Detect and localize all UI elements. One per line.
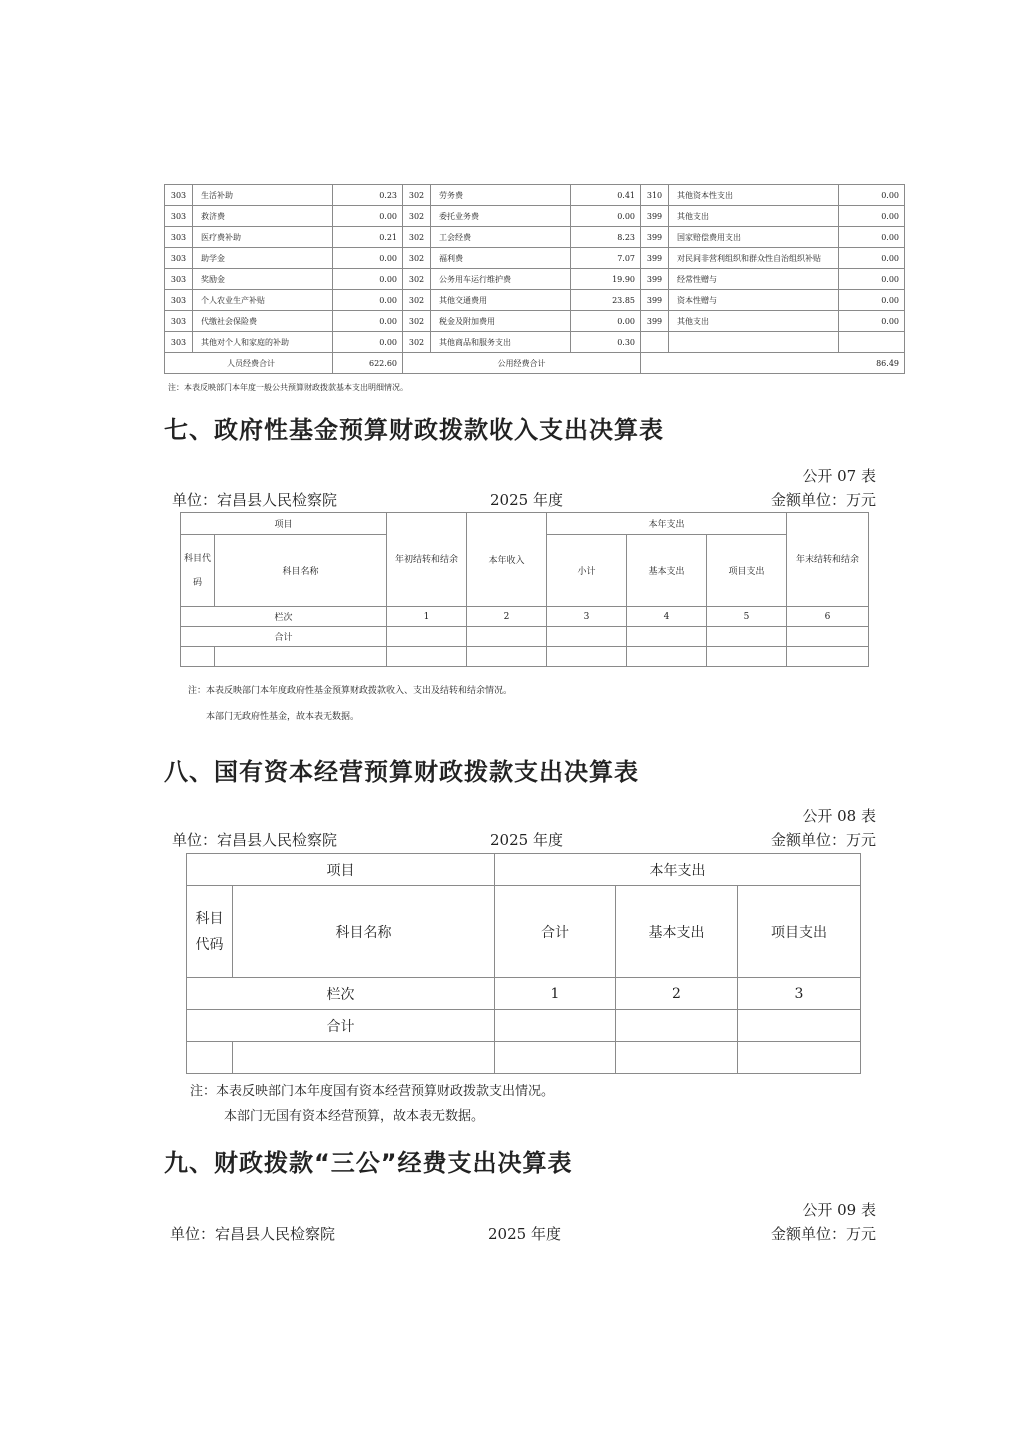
subject-name: 其他交通费用 <box>431 290 571 311</box>
header-code: 科目代码 <box>181 535 215 607</box>
subject-code: 302 <box>403 269 431 290</box>
subject-code: 302 <box>403 248 431 269</box>
amount-cell: 0.00 <box>839 185 905 206</box>
col-num: 3 <box>738 978 861 1010</box>
empty-row <box>187 1042 861 1074</box>
table-row <box>165 269 905 290</box>
subject-code: 302 <box>403 311 431 332</box>
header-expense: 本年支出 <box>495 854 861 886</box>
empty-row <box>181 647 869 667</box>
amount-cell: 7.07 <box>571 248 641 269</box>
row-total-label: 合计 <box>181 627 387 647</box>
subject-code: 302 <box>403 290 431 311</box>
header-expense: 本年支出 <box>547 513 787 535</box>
state-capital-table <box>186 853 861 1074</box>
section7-note: 注：本表反映部门本年度政府性基金预算财政拨款收入、支出及结转和结余情况。 <box>188 686 513 696</box>
section9-year: 2025 年度 <box>488 1225 561 1243</box>
amount-cell: 23.85 <box>571 290 641 311</box>
header-project: 项目支出 <box>707 535 787 607</box>
subject-code: 399 <box>641 311 669 332</box>
subject-name: 委托业务费 <box>431 206 571 227</box>
header-project: 项目支出 <box>738 886 861 978</box>
amount-cell: 0.00 <box>571 206 641 227</box>
expense-detail-table <box>164 184 905 374</box>
table-row <box>165 311 905 332</box>
amount-cell: 0.00 <box>839 269 905 290</box>
subject-code: 303 <box>165 269 193 290</box>
subject-name: 其他支出 <box>669 206 839 227</box>
amount-cell: 0.00 <box>839 206 905 227</box>
amount-cell: 0.30 <box>571 332 641 353</box>
amount-cell: 0.00 <box>333 248 403 269</box>
col-num: 2 <box>616 978 738 1010</box>
section8-currency: 金额单位：万元 <box>770 831 876 849</box>
row-total-label: 合计 <box>187 1010 495 1042</box>
subject-code: 399 <box>641 290 669 311</box>
amount-cell: 0.21 <box>333 227 403 248</box>
table6-note: 注：本表反映部门本年度一般公共预算财政拨款基本支出明细情况。 <box>168 383 408 392</box>
total-public-value: 86.49 <box>641 353 905 374</box>
header-income: 本年收入 <box>467 513 547 607</box>
subject-code: 399 <box>641 227 669 248</box>
subject-name: 工会经费 <box>431 227 571 248</box>
section7-note-nodata: 本部门无政府性基金，故本表无数据。 <box>206 712 360 722</box>
header-name: 科目名称 <box>233 886 495 978</box>
subject-code: 303 <box>165 290 193 311</box>
section8-year: 2025 年度 <box>490 831 563 849</box>
gov-fund-table <box>180 512 869 667</box>
amount-cell: 0.00 <box>333 269 403 290</box>
col-num: 6 <box>787 607 869 627</box>
amount-cell: 0.00 <box>839 248 905 269</box>
header-total: 合计 <box>495 886 616 978</box>
amount-cell: 0.00 <box>839 311 905 332</box>
subject-name: 其他资本性支出 <box>669 185 839 206</box>
total-personnel-value: 622.60 <box>333 353 403 374</box>
table-row <box>165 248 905 269</box>
subject-name <box>669 332 839 353</box>
subject-code: 303 <box>165 332 193 353</box>
subject-code: 302 <box>403 206 431 227</box>
subject-code: 303 <box>165 206 193 227</box>
subject-name: 其他支出 <box>669 311 839 332</box>
header-code: 科目代码 <box>187 886 233 978</box>
table-row <box>165 290 905 311</box>
subject-name: 对民间非营利组织和群众性自治组织补贴 <box>669 248 839 269</box>
table-row <box>165 332 905 353</box>
amount-cell <box>839 332 905 353</box>
section7-title: 七、政府性基金预算财政拨款收入支出决算表 <box>164 416 664 444</box>
col-num: 1 <box>495 978 616 1010</box>
subject-name: 奖励金 <box>193 269 333 290</box>
amount-cell: 0.23 <box>333 185 403 206</box>
header-item: 项目 <box>187 854 495 886</box>
amount-cell: 0.00 <box>839 227 905 248</box>
amount-cell: 8.23 <box>571 227 641 248</box>
amount-cell: 0.00 <box>333 311 403 332</box>
subject-name: 国家赔偿费用支出 <box>669 227 839 248</box>
table-row <box>165 206 905 227</box>
subject-code: 302 <box>403 227 431 248</box>
header-basic: 基本支出 <box>616 886 738 978</box>
amount-cell: 0.41 <box>571 185 641 206</box>
subject-name: 其他商品和服务支出 <box>431 332 571 353</box>
subject-name: 代缴社会保险费 <box>193 311 333 332</box>
table-row <box>165 185 905 206</box>
section7-unit: 单位：宕昌县人民检察院 <box>172 491 338 509</box>
subject-name: 劳务费 <box>431 185 571 206</box>
col-num: 3 <box>547 607 627 627</box>
header-end-balance: 年末结转和结余 <box>787 513 869 607</box>
subject-code <box>641 332 669 353</box>
section8-note-nodata: 本部门无国有资本经营预算，故本表无数据。 <box>224 1109 485 1124</box>
amount-cell: 0.00 <box>333 290 403 311</box>
subject-code: 302 <box>403 185 431 206</box>
amount-cell: 0.00 <box>839 290 905 311</box>
subject-name: 助学金 <box>193 248 333 269</box>
col-num: 4 <box>627 607 707 627</box>
subject-code: 303 <box>165 227 193 248</box>
col-num: 2 <box>467 607 547 627</box>
subject-name: 公务用车运行维护费 <box>431 269 571 290</box>
subject-name: 经常性赠与 <box>669 269 839 290</box>
subject-name: 税金及附加费用 <box>431 311 571 332</box>
amount-cell: 0.00 <box>333 332 403 353</box>
total-public-label: 公用经费合计 <box>403 353 641 374</box>
amount-cell: 0.00 <box>333 206 403 227</box>
section7-table-no: 公开 07 表 <box>802 467 876 485</box>
row-column-label: 栏次 <box>187 978 495 1010</box>
subject-code: 399 <box>641 269 669 290</box>
subject-name: 个人农业生产补贴 <box>193 290 333 311</box>
section9-title: 九、财政拨款“三公”经费支出决算表 <box>164 1149 573 1177</box>
header-basic: 基本支出 <box>627 535 707 607</box>
subject-code: 310 <box>641 185 669 206</box>
section8-note: 注：本表反映部门本年度国有资本经营预算财政拨款支出情况。 <box>190 1084 555 1099</box>
section9-unit: 单位：宕昌县人民检察院 <box>170 1225 336 1243</box>
section8-unit: 单位：宕昌县人民检察院 <box>172 831 338 849</box>
subject-name: 其他对个人和家庭的补助 <box>193 332 333 353</box>
section9-currency: 金额单位：万元 <box>770 1225 876 1243</box>
subject-name: 医疗费补助 <box>193 227 333 248</box>
header-begin-balance: 年初结转和结余 <box>387 513 467 607</box>
subject-code: 303 <box>165 311 193 332</box>
section7-year: 2025 年度 <box>490 491 563 509</box>
subject-code: 303 <box>165 248 193 269</box>
col-num: 5 <box>707 607 787 627</box>
table-row <box>165 227 905 248</box>
subject-code: 303 <box>165 185 193 206</box>
totals-row <box>165 353 905 374</box>
subject-code: 399 <box>641 248 669 269</box>
amount-cell: 0.00 <box>571 311 641 332</box>
col-num: 1 <box>387 607 467 627</box>
subject-code: 302 <box>403 332 431 353</box>
section8-title: 八、国有资本经营预算财政拨款支出决算表 <box>164 758 639 786</box>
header-name: 科目名称 <box>215 535 387 607</box>
subject-name: 资本性赠与 <box>669 290 839 311</box>
subject-name: 福利费 <box>431 248 571 269</box>
section8-table-no: 公开 08 表 <box>802 807 876 825</box>
row-column-label: 栏次 <box>181 607 387 627</box>
section7-currency: 金额单位：万元 <box>770 491 876 509</box>
header-subtotal: 小计 <box>547 535 627 607</box>
amount-cell: 19.90 <box>571 269 641 290</box>
subject-name: 生活补助 <box>193 185 333 206</box>
total-personnel-label: 人员经费合计 <box>165 353 333 374</box>
header-item: 项目 <box>181 513 387 535</box>
section9-table-no: 公开 09 表 <box>802 1201 876 1219</box>
subject-code: 399 <box>641 206 669 227</box>
subject-name: 救济费 <box>193 206 333 227</box>
